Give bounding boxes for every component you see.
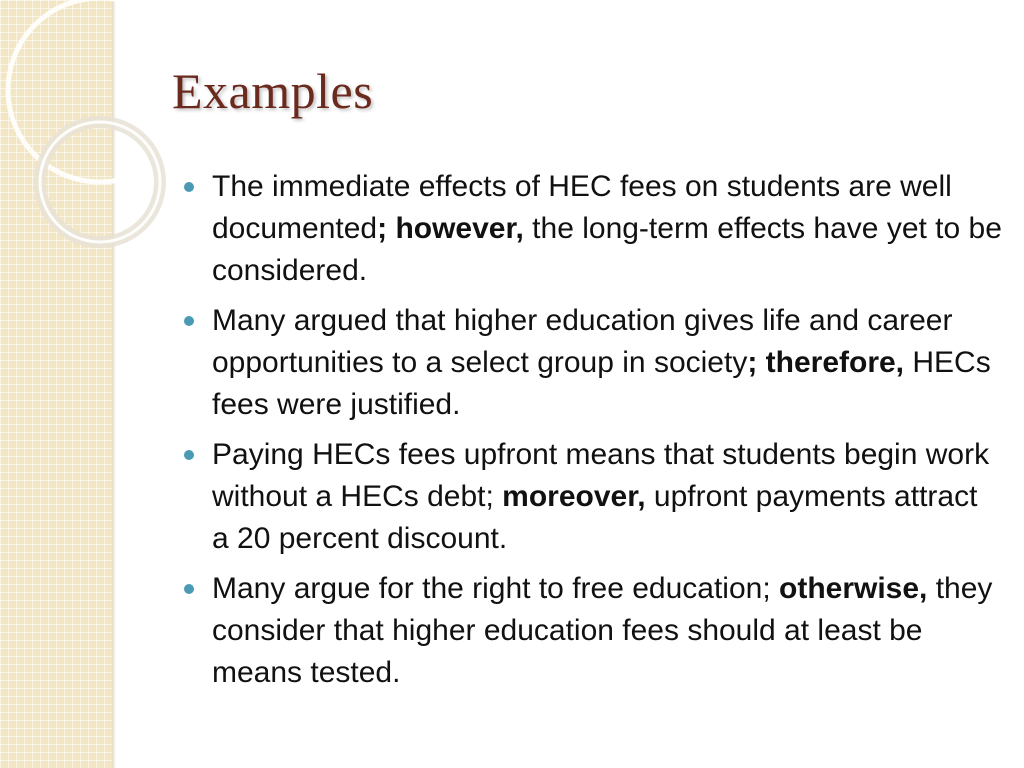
bullet-connective: ; however, <box>377 212 524 245</box>
bullet-text: HECs fees were justified. <box>212 346 991 421</box>
bullet-connective: moreover, <box>502 480 646 513</box>
slide-title: Examples <box>172 63 374 119</box>
bullet-text: they consider that higher education fees should at least be means tested. <box>212 572 993 689</box>
bullet-dot-icon <box>184 182 194 192</box>
bullet-item <box>212 434 1002 560</box>
bullet-connective: ; therefore, <box>747 346 905 379</box>
bullet-item <box>212 300 1002 426</box>
decorative-circles <box>0 0 200 300</box>
bullet-text: Many argue for the right to free education; <box>212 572 779 605</box>
bullet-item <box>212 568 1002 694</box>
bullet-dot-icon <box>184 584 194 594</box>
bullet-list <box>212 166 1002 702</box>
bullet-dot-icon <box>184 450 194 460</box>
bullet-text: the long-term effects have yet to be considered. <box>212 212 1002 287</box>
bullet-item <box>212 166 1002 292</box>
bullet-connective: otherwise, <box>779 572 928 605</box>
bullet-text: Paying HECs fees upfront means that students begin work without a HECs debt; <box>212 438 990 513</box>
bullet-dot-icon <box>184 316 194 326</box>
bullet-text: upfront payments attract a 20 percent discount. <box>212 480 978 555</box>
bullet-text: The immediate effects of HEC fees on students are well documented <box>212 170 952 245</box>
decorative-circle-large <box>8 0 192 182</box>
bullet-text: Many argued that higher education gives life and career opportunities to a select group in society <box>212 304 953 379</box>
